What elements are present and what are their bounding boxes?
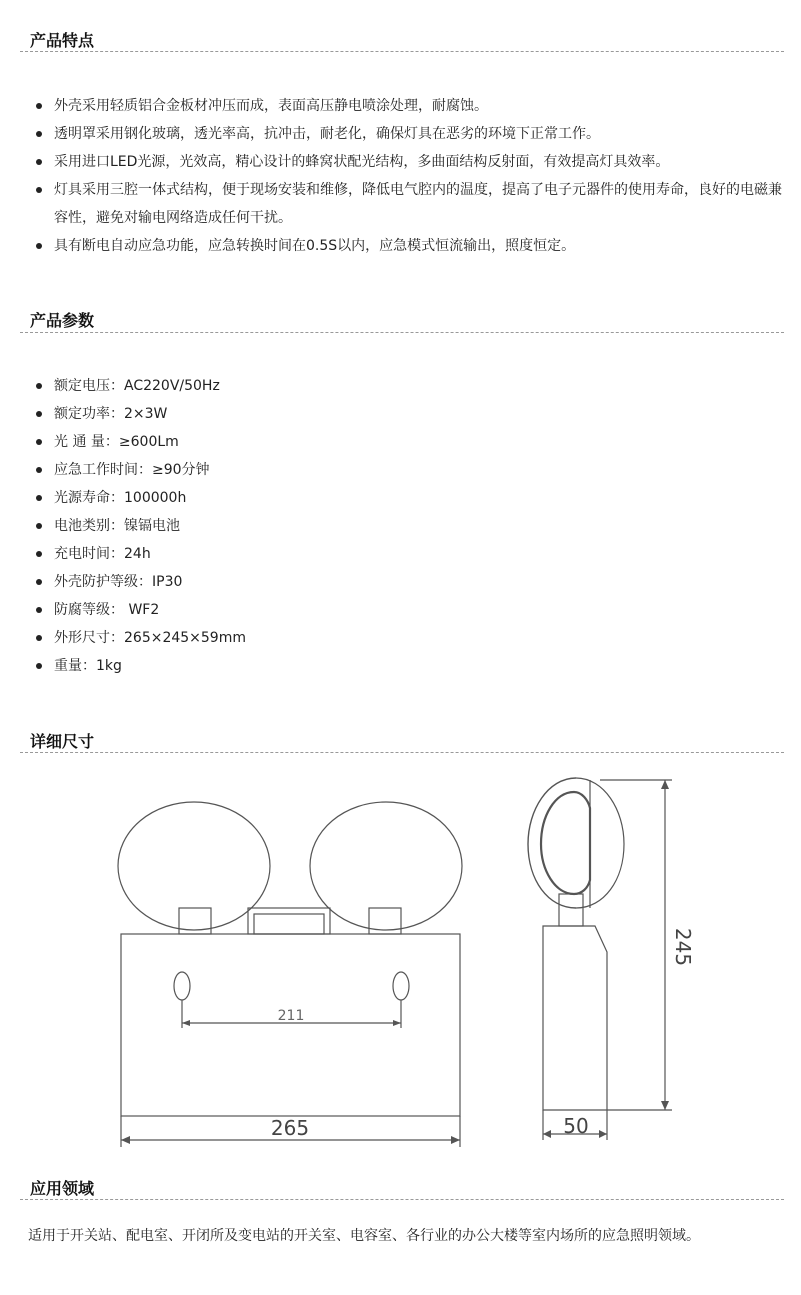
params-item: 光源寿命：100000h [36,484,736,512]
features-divider [20,51,784,52]
features-item: 采用进口LED光源，光效高，精心设计的蜂窝状配光结构，多曲面结构反射面，有效提高灯具效率。 [36,148,786,176]
features-item: 外壳采用轻质铝合金板材冲压而成，表面高压静电喷涂处理，耐腐蚀。 [36,92,786,120]
params-list [36,372,736,680]
side-lamp-head [528,778,576,908]
lamp-body [121,934,460,1116]
features-item: 灯具采用三腔一体式结构，便于现场安装和维修，降低电气腔内的温度，提高了电子元器件的使用寿命，良好的电磁兼容性，避免对输电网络造成任何干扰。 [36,176,786,232]
dimensions-divider [20,752,784,753]
handle [248,908,330,934]
params-divider [20,332,784,333]
label-245: 245 [671,927,695,967]
params-item: 光 通 量：≥600Lm [36,428,736,456]
params-item: 应急工作时间：≥90分钟 [36,456,736,484]
params-item: 额定电压：AC220V/50Hz [36,372,736,400]
side-neck [559,894,583,926]
mounting-hole-right [393,972,409,1000]
side-lamp-lens [541,792,590,894]
features-item: 具有断电自动应急功能，应急转换时间在0.5S以内，应急模式恒流输出，照度恒定。 [36,232,786,260]
params-item: 额定功率：2×3W [36,400,736,428]
label-265: 265 [270,1116,310,1140]
params-item: 充电时间：24h [36,540,736,568]
side-body [543,926,607,1110]
features-list [36,92,786,260]
label-211: 211 [277,1008,305,1024]
handle-inner [254,914,324,934]
application-divider [20,1199,784,1200]
features-title: 产品特点 [30,31,95,50]
dimensions-title: 详细尺寸 [30,732,95,751]
dimension-drawing [0,770,801,1165]
application-title: 应用领域 [30,1179,95,1198]
right-lamp-head [310,802,462,930]
params-item: 电池类别：镍镉电池 [36,512,736,540]
label-50: 50 [563,1114,589,1138]
left-lamp-head [118,802,270,930]
features-item: 透明罩采用钢化玻璃，透光率高，抗冲击，耐老化，确保灯具在恶劣的环境下正常工作。 [36,120,786,148]
params-item: 外形尺寸：265×245×59mm [36,624,736,652]
mounting-hole-left [174,972,190,1000]
params-item: 防腐等级： WF2 [36,596,736,624]
params-item: 外壳防护等级：IP30 [36,568,736,596]
params-item: 重量：1kg [36,652,736,680]
application-text: 适用于开关站、配电室、开闭所及变电站的开关室、电容室、各行业的办公大楼等室内场所的应急照明领域。 [28,1228,700,1244]
params-title: 产品参数 [30,311,95,330]
